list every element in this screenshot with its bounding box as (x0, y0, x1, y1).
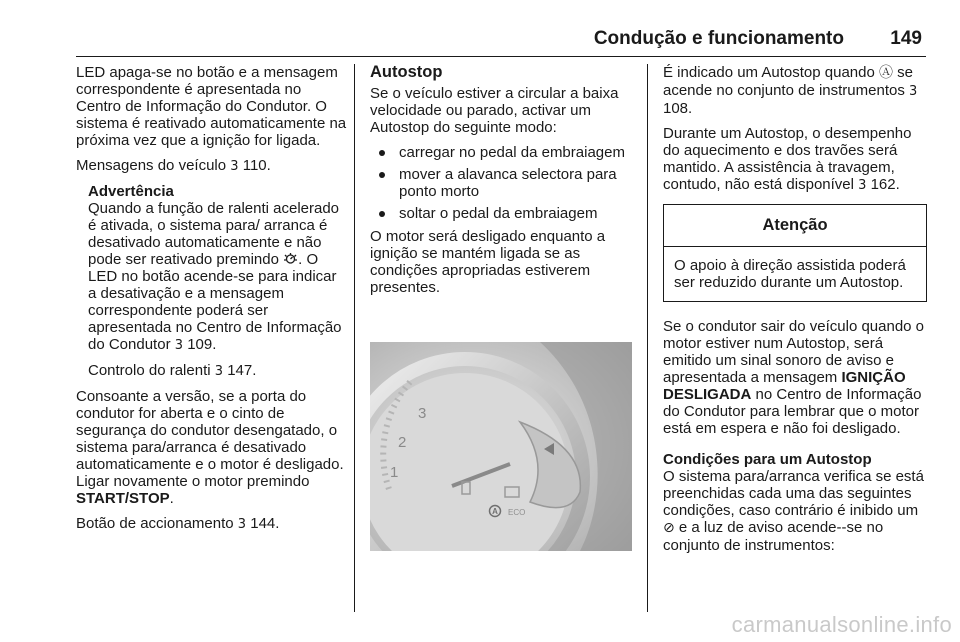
autostop-icon: Ⓐ (879, 65, 893, 81)
page-ref-icon: 3 (214, 364, 224, 379)
paragraph: Consoante a versão, se a porta do condutor for aberta e o cinto de segurança do condutor desengatado, o sistema para/arranca é desativado automaticamente e o motor é desligado. Ligar novamente o motor premindo START/STOP. (76, 388, 344, 507)
bullet-list (370, 144, 634, 222)
page-header (76, 22, 926, 57)
page-ref[interactable]: 108. (663, 100, 693, 117)
gauge-label: ECO (508, 508, 526, 517)
paragraph: O sistema para/arranca verifica se está preenchidas cada uma das seguintes condições, caso contrário é inibido um ⊘ e a luz de aviso acende--se no conjunto de instrumentos: (663, 468, 924, 554)
idle-speed-icon (283, 252, 298, 265)
column-1 (76, 64, 348, 541)
list-item: soltar o pedal da embraiagem (370, 205, 634, 222)
paragraph: O motor será desligado enquanto a ignição se mantém ligada se as condições apropriadas estiverem presentes. (370, 228, 606, 296)
page-ref[interactable]: 110. (242, 157, 271, 174)
page-ref-icon: 3 (230, 159, 239, 174)
column-divider (647, 64, 648, 612)
paragraph: Controlo do ralenti 3 147. (88, 362, 257, 379)
page-ref[interactable]: 162. (870, 176, 900, 193)
paragraph: Mensagens do veículo 3 110. (76, 157, 271, 174)
section-title: Condução e funcionamento (593, 28, 844, 49)
column-divider (354, 64, 355, 612)
heading-autostop: Autostop (370, 63, 443, 81)
page-ref-icon: 3 (909, 84, 918, 99)
heading-conditions: Condições para um Autostop (663, 451, 872, 468)
warning-block (76, 183, 348, 380)
notice-title: Atenção (664, 205, 926, 247)
column-3 (663, 64, 927, 562)
paragraph: Botão de accionamento 3 144. (76, 515, 280, 532)
list-item: carregar no pedal da embraiagem (370, 144, 634, 161)
list-item: mover a alavanca selectora para ponto morto (370, 166, 634, 200)
gauge-number: 3 (418, 405, 427, 422)
watermark: carmanualsonline.info (731, 612, 952, 637)
svg-text:A: A (492, 507, 498, 516)
page-ref[interactable]: 144. (250, 515, 280, 532)
paragraph: Se o condutor sair do veículo quando o motor estiver num Autostop, será emitido um sinal sonoro de aviso e apresentada a mensagem IGNIÇÃO DESLIGADA no Centro de Informação do Condutor para lembrar que o motor está em espera e não foi desligado. (663, 318, 925, 437)
page-number: 149 (890, 28, 922, 49)
paragraph: É indicado um Autostop quando Ⓐ se acende no conjunto de instrumentos 3 108. (663, 64, 918, 117)
paragraph: LED apaga-se no botão e a mensagem correspondente é apresentada no Centro de Informação do Condutor. O sistema é reativado automaticamente na próxima vez que a ignição for ligada. (76, 64, 347, 149)
gauge-number: 1 (390, 464, 399, 481)
page-ref-icon: 3 (858, 178, 867, 193)
column-2 (370, 64, 634, 304)
notice-box (663, 204, 927, 302)
page-ref-icon: 3 (237, 517, 247, 532)
page-ref[interactable]: 109. (187, 336, 217, 353)
instrument-cluster-photo (370, 342, 632, 551)
paragraph: Durante um Autostop, o desempenho do aquecimento e dos travões será mantido. A assistência à travagem, contudo, não está disponível 3 162. (663, 125, 912, 193)
warning-title: Advertência (88, 183, 174, 200)
gauge-number: 2 (398, 434, 407, 451)
notice-body: O apoio à direção assistida poderá ser reduzido durante um Autostop. (674, 257, 906, 291)
page-ref[interactable]: 147. (227, 362, 257, 379)
autostop-off-icon: ⊘ (663, 520, 675, 536)
warning-text: Quando a função de ralenti acelerado é ativada, o sistema para/ arranca é desativado automaticamente e não pode ser reativado premindo . O LED no botão acende-se para indicar a desativação e a mensagem correspondente poderá ser apresentada no Centro de Informação do Condutor 3 109. (88, 200, 342, 353)
page-ref-icon: 3 (174, 338, 184, 353)
paragraph: Se o veículo estiver a circular a baixa velocidade ou parado, activar um Autostop do seguinte modo: (370, 85, 619, 136)
